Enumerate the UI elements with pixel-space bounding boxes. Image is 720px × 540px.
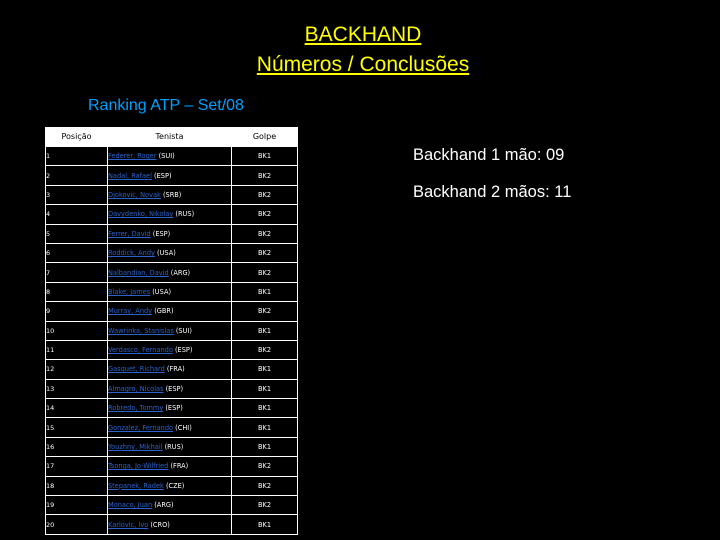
stroke-type: BK1 — [232, 282, 298, 301]
stroke-type: BK1 — [232, 418, 298, 437]
stroke-type: BK2 — [232, 476, 298, 495]
player-name-link[interactable]: Karlovic, Ivo — [108, 520, 149, 529]
stroke-type: BK2 — [232, 224, 298, 243]
player-country: (SUI) — [173, 326, 192, 335]
player-country: (FRA) — [168, 462, 189, 471]
stroke-type: BK1 — [232, 321, 298, 340]
player-cell — [108, 282, 232, 301]
player-name-link[interactable]: Davydenko, Nikolay — [108, 210, 174, 219]
rank-position: 3 — [46, 185, 108, 204]
player-country: (ESP) — [150, 229, 171, 238]
player-cell — [108, 399, 232, 418]
player-name-link[interactable]: Gasquet, Richard — [108, 365, 165, 374]
player-country: (USA) — [150, 287, 172, 296]
player-cell — [108, 379, 232, 398]
title-line-1: BACKHAND — [304, 23, 422, 46]
rank-position: 11 — [46, 340, 108, 359]
table-row — [46, 263, 298, 282]
player-name-link[interactable]: Nalbandian, David — [108, 268, 169, 277]
player-country: (RUS) — [162, 443, 184, 452]
table-row — [46, 321, 298, 340]
table-header-row — [46, 128, 298, 147]
player-country: (ESP) — [163, 404, 183, 413]
stroke-type: BK1 — [232, 515, 298, 534]
rank-position: 15 — [46, 418, 108, 437]
table-row — [46, 282, 298, 301]
player-name-link[interactable]: Stepanek, Radek — [108, 481, 164, 490]
table-row — [46, 185, 298, 204]
rank-position: 19 — [46, 496, 108, 515]
player-cell — [108, 205, 232, 224]
rank-position: 16 — [46, 437, 108, 456]
stroke-type: BK1 — [232, 147, 298, 166]
player-name-link[interactable]: Monaco, Juan — [108, 501, 153, 510]
table-row — [46, 360, 298, 379]
column-header-position: Posição — [46, 128, 108, 147]
player-country: (CHI) — [173, 423, 192, 432]
player-cell — [108, 437, 232, 456]
stroke-type: BK2 — [232, 263, 298, 282]
rank-position: 6 — [46, 243, 108, 262]
rank-position: 7 — [46, 263, 108, 282]
stroke-type: BK2 — [232, 243, 298, 262]
player-name-link[interactable]: Tsonga, Jo-Wilfried — [108, 462, 169, 471]
player-name-link[interactable]: Almagro, Nicolas — [108, 384, 164, 393]
stroke-type: BK1 — [232, 399, 298, 418]
player-country: (ARG) — [152, 501, 174, 510]
stroke-type: BK2 — [232, 496, 298, 515]
table-row — [46, 496, 298, 515]
player-cell — [108, 185, 232, 204]
player-name-link[interactable]: Ferrer, David — [108, 229, 151, 238]
table-row — [46, 147, 298, 166]
rank-position: 8 — [46, 282, 108, 301]
player-cell — [108, 243, 232, 262]
player-cell — [108, 302, 232, 321]
rank-position: 2 — [46, 166, 108, 185]
rank-position: 1 — [46, 147, 108, 166]
rank-position: 4 — [46, 205, 108, 224]
table-row — [46, 476, 298, 495]
stroke-type: BK2 — [232, 302, 298, 321]
player-cell — [108, 263, 232, 282]
rank-position: 12 — [46, 360, 108, 379]
player-cell — [108, 496, 232, 515]
stroke-type: BK1 — [232, 360, 298, 379]
player-cell — [108, 476, 232, 495]
table-row — [46, 205, 298, 224]
ranking-table — [45, 127, 298, 535]
player-name-link[interactable]: Wawrinka, Stanislas — [108, 326, 174, 335]
player-country: (SUI) — [156, 152, 175, 161]
stroke-type: BK2 — [232, 205, 298, 224]
player-name-link[interactable]: Murray, Andy — [108, 307, 153, 316]
player-cell — [108, 457, 232, 476]
player-cell — [108, 418, 232, 437]
rank-position: 9 — [46, 302, 108, 321]
rank-position: 10 — [46, 321, 108, 340]
table-row — [46, 457, 298, 476]
title-line-2: Números / Conclusões — [256, 53, 470, 76]
stroke-type: BK2 — [232, 457, 298, 476]
player-country: (CZE) — [163, 481, 185, 490]
player-cell — [108, 360, 232, 379]
column-header-stroke: Golpe — [232, 128, 298, 147]
player-name-link[interactable]: Youzhny, Mikhail — [108, 443, 163, 452]
player-cell — [108, 166, 232, 185]
stroke-type: BK1 — [232, 379, 298, 398]
player-cell — [108, 147, 232, 166]
player-country: (RUS) — [173, 210, 195, 219]
table-row — [46, 302, 298, 321]
table-row — [46, 224, 298, 243]
player-country: (ESP) — [151, 171, 172, 180]
player-cell — [108, 340, 232, 359]
stroke-type: BK2 — [232, 185, 298, 204]
column-header-player: Tenista — [108, 128, 232, 147]
player-name-link[interactable]: Gonzalez, Fernando — [108, 423, 174, 432]
rank-position: 18 — [46, 476, 108, 495]
table-row — [46, 437, 298, 456]
player-name-link[interactable]: Roddick, Andy — [108, 249, 155, 258]
table-row — [46, 379, 298, 398]
table-row — [46, 418, 298, 437]
player-country: (USA) — [154, 249, 176, 258]
player-country: (ESP) — [163, 384, 184, 393]
player-country: (ESP) — [172, 346, 193, 355]
rank-position: 14 — [46, 399, 108, 418]
player-name-link[interactable]: Verdasco, Fernando — [108, 346, 173, 355]
rank-position: 5 — [46, 224, 108, 243]
backhand-two-hands-count: Backhand 2 mãos: 11 — [413, 183, 572, 201]
player-name-link[interactable]: Blake, James — [108, 287, 151, 296]
backhand-one-hand-count: Backhand 1 mão: 09 — [413, 146, 565, 164]
subtitle: Ranking ATP – Set/08 — [88, 97, 244, 114]
player-country: (CRO) — [148, 520, 170, 529]
rank-position: 13 — [46, 379, 108, 398]
player-country: (GBR) — [152, 307, 174, 316]
player-cell — [108, 224, 232, 243]
table-row — [46, 515, 298, 534]
stroke-type: BK2 — [232, 166, 298, 185]
player-cell — [108, 321, 232, 340]
stroke-type: BK2 — [232, 340, 298, 359]
player-cell — [108, 515, 232, 534]
player-name-link[interactable]: Nadal, Rafael — [108, 171, 152, 180]
rank-position: 20 — [46, 515, 108, 534]
player-name-link[interactable]: Robredo, Tommy — [108, 404, 164, 413]
stroke-type: BK1 — [232, 437, 298, 456]
player-name-link[interactable]: Federer, Roger — [108, 152, 157, 161]
player-name-link[interactable]: Djokovic, Novak — [108, 190, 161, 199]
player-country: (FRA) — [164, 365, 185, 374]
player-country: (SRB) — [160, 190, 182, 199]
table-row — [46, 340, 298, 359]
table-row — [46, 399, 298, 418]
table-row — [46, 166, 298, 185]
player-country: (ARG) — [168, 268, 191, 277]
table-row — [46, 243, 298, 262]
rank-position: 17 — [46, 457, 108, 476]
